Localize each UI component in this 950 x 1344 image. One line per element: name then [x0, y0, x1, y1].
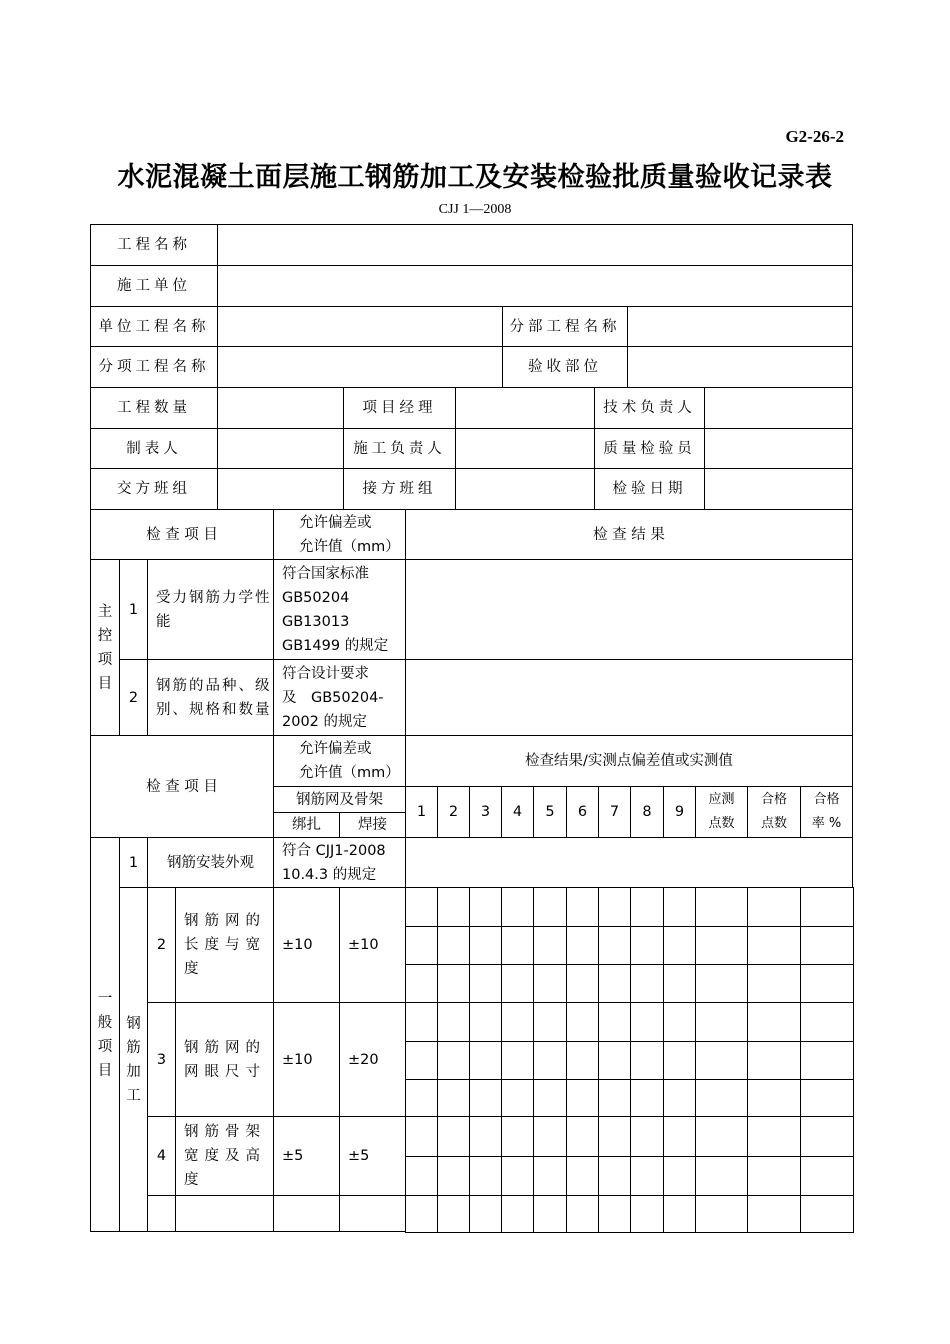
measure-cell[interactable]	[630, 964, 664, 1003]
division-project-label: 分部工程名称	[502, 306, 628, 347]
measure-cell[interactable]	[437, 1156, 470, 1196]
measure-cell[interactable]	[630, 1002, 664, 1042]
measure-cell[interactable]	[501, 926, 534, 965]
quality-inspector-field[interactable]	[704, 428, 853, 469]
general-row-1-item: 钢筋安装外观	[147, 837, 274, 888]
main-control-category: 主 控 项 目	[90, 559, 120, 736]
measure-cell[interactable]	[663, 1195, 696, 1233]
point-number: 9	[663, 786, 696, 838]
measure-cell[interactable]	[800, 1116, 854, 1157]
col-pass-rate: 合格 率 %	[800, 786, 853, 838]
measure-cell[interactable]	[630, 1079, 664, 1117]
main-row-1-item: 受力钢筋力学性能	[147, 559, 274, 660]
project-manager-label: 项目经理	[343, 387, 456, 429]
measure-cell[interactable]	[695, 1041, 748, 1080]
measure-cell[interactable]	[533, 1116, 567, 1157]
measure-cell[interactable]	[800, 887, 854, 927]
measure-cell[interactable]	[663, 1041, 696, 1080]
measure-cell[interactable]	[747, 1041, 801, 1080]
measure-cell[interactable]	[800, 1195, 854, 1233]
project-name-field[interactable]	[217, 224, 853, 266]
measure-cell[interactable]	[800, 964, 854, 1003]
subheader-weld: 焊接	[339, 812, 406, 838]
measure-cell[interactable]	[663, 1079, 696, 1117]
standard-code: CJJ 1—2008	[438, 202, 512, 217]
measure-cell[interactable]	[695, 1079, 748, 1117]
main-row-2-tolerance: 符合设计要求 及 GB50204- 2002 的规定	[273, 659, 406, 736]
measure-cell[interactable]	[598, 964, 631, 1003]
general-row-4-item: 钢筋骨架宽度及高度	[175, 1116, 274, 1196]
measure-cell[interactable]	[437, 926, 470, 965]
measure-cell[interactable]	[747, 1079, 801, 1117]
measure-cell[interactable]	[598, 926, 631, 965]
empty-row-weld[interactable]	[339, 1195, 406, 1232]
measure-cell[interactable]	[533, 1079, 567, 1117]
general-row-3-item: 钢筋网的网眼尺寸	[175, 1002, 274, 1117]
measure-cell[interactable]	[800, 1156, 854, 1196]
tech-lead-label: 技术负责人	[594, 387, 705, 429]
measure-cell[interactable]	[469, 926, 502, 965]
general-row-2-no: 2	[147, 887, 176, 1003]
general-subcategory: 钢 筋 加 工	[119, 887, 148, 1232]
measure-cell[interactable]	[598, 1195, 631, 1233]
measure-cell[interactable]	[747, 887, 801, 927]
measure-cell[interactable]	[437, 1079, 470, 1117]
construction-lead-field[interactable]	[455, 428, 595, 469]
measure-cell[interactable]	[800, 1041, 854, 1080]
measure-cell[interactable]	[469, 1156, 502, 1196]
measure-cell[interactable]	[405, 1195, 438, 1233]
measure-cell[interactable]	[405, 1041, 438, 1080]
inspection-part-label: 验收部位	[502, 346, 628, 388]
main-header-tolerance: 允许偏差或 允许值（mm）	[273, 509, 406, 560]
main-row-2-item: 钢筋的品种、级别、规格和数量	[147, 659, 274, 736]
subitem-project-field[interactable]	[217, 346, 503, 388]
main-row-1-tolerance: 符合国家标准 GB50204 GB13013 GB1499 的规定	[273, 559, 406, 660]
measure-cell[interactable]	[437, 964, 470, 1003]
measure-cell[interactable]	[501, 1156, 534, 1196]
measure-cell[interactable]	[533, 1195, 567, 1233]
general-row-2-bind: ±10	[273, 887, 340, 1003]
general-row-1-result[interactable]	[405, 837, 853, 888]
general-category: 一 般 项 目	[90, 837, 120, 1232]
measure-cell[interactable]	[663, 964, 696, 1003]
general-row-1-tolerance: 符合 CJJ1-2008 10.4.3 的规定	[273, 837, 406, 888]
measure-cell[interactable]	[747, 964, 801, 1003]
unit-project-field[interactable]	[217, 306, 503, 347]
main-row-1-no: 1	[119, 559, 148, 660]
measure-cell[interactable]	[501, 1002, 534, 1042]
measure-cell[interactable]	[598, 887, 631, 927]
measure-cell[interactable]	[566, 1041, 599, 1080]
general-row-4-bind: ±5	[273, 1116, 340, 1196]
point-number: 7	[598, 786, 631, 838]
measure-cell[interactable]	[533, 964, 567, 1003]
measure-cell[interactable]	[566, 1195, 599, 1233]
quantity-label: 工程数量	[90, 387, 218, 429]
measure-cell[interactable]	[747, 926, 801, 965]
inspection-date-label: 检验日期	[594, 468, 705, 510]
measure-cell[interactable]	[469, 1195, 502, 1233]
general-header-item: 检 查 项 目	[90, 735, 274, 838]
measure-cell[interactable]	[501, 887, 534, 927]
general-row-3-weld: ±20	[339, 1002, 406, 1117]
measure-cell[interactable]	[405, 964, 438, 1003]
measure-cell[interactable]	[663, 887, 696, 927]
general-row-2-item: 钢筋网的长度与宽度	[175, 887, 274, 1003]
main-row-2-result[interactable]	[405, 659, 853, 736]
measure-cell[interactable]	[566, 1079, 599, 1117]
measure-cell[interactable]	[695, 1195, 748, 1233]
measure-cell[interactable]	[695, 1002, 748, 1042]
measure-cell[interactable]	[437, 1041, 470, 1080]
measure-cell[interactable]	[566, 1116, 599, 1157]
measure-cell[interactable]	[747, 1156, 801, 1196]
measure-cell[interactable]	[405, 887, 438, 927]
measure-cell[interactable]	[501, 1195, 534, 1233]
construction-unit-field[interactable]	[217, 265, 853, 307]
measure-cell[interactable]	[533, 1156, 567, 1196]
measure-cell[interactable]	[437, 1116, 470, 1157]
measure-cell[interactable]	[533, 1002, 567, 1042]
measure-cell[interactable]	[501, 1079, 534, 1117]
unit-project-label: 单位工程名称	[90, 306, 218, 347]
col-pass-count: 合格 点数	[747, 786, 801, 838]
measure-cell[interactable]	[663, 926, 696, 965]
general-row-3-bind: ±10	[273, 1002, 340, 1117]
measure-cell[interactable]	[533, 1041, 567, 1080]
general-header-tolerance: 允许偏差或 允许值（mm）	[273, 735, 406, 787]
point-number: 6	[566, 786, 599, 838]
measure-cell[interactable]	[598, 1041, 631, 1080]
preparer-label: 制表人	[90, 428, 218, 469]
empty-row-bind[interactable]	[273, 1195, 340, 1232]
measure-cell[interactable]	[747, 1195, 801, 1233]
point-number: 3	[469, 786, 502, 838]
measure-cell[interactable]	[405, 1079, 438, 1117]
handover-team-field[interactable]	[217, 468, 344, 510]
measure-cell[interactable]	[800, 1002, 854, 1042]
measure-cell[interactable]	[469, 964, 502, 1003]
point-number: 5	[533, 786, 567, 838]
measure-cell[interactable]	[800, 926, 854, 965]
measure-cell[interactable]	[566, 964, 599, 1003]
receiving-team-label: 接方班组	[343, 468, 456, 510]
subheader-bind: 绑扎	[273, 812, 340, 838]
measure-cell[interactable]	[630, 1156, 664, 1196]
empty-row-item[interactable]	[175, 1195, 274, 1232]
measure-cell[interactable]	[437, 887, 470, 927]
measure-cell[interactable]	[695, 964, 748, 1003]
general-row-3-no: 3	[147, 1002, 176, 1117]
measure-cell[interactable]	[630, 1195, 664, 1233]
project-name-label: 工程名称	[90, 224, 218, 266]
measure-cell[interactable]	[405, 1156, 438, 1196]
measure-cell[interactable]	[405, 1002, 438, 1042]
measure-cell[interactable]	[630, 887, 664, 927]
measure-cell[interactable]	[469, 1116, 502, 1157]
general-row-4-no: 4	[147, 1116, 176, 1196]
measure-cell[interactable]	[663, 1002, 696, 1042]
measure-cell[interactable]	[630, 926, 664, 965]
measure-cell[interactable]	[469, 1002, 502, 1042]
handover-team-label: 交方班组	[90, 468, 218, 510]
construction-lead-label: 施工负责人	[343, 428, 456, 469]
measure-cell[interactable]	[501, 964, 534, 1003]
measure-cell[interactable]	[630, 1116, 664, 1157]
page-title: 水泥混凝土面层施工钢筋加工及安装检验批质量验收记录表	[117, 162, 833, 193]
measure-cell[interactable]	[501, 1041, 534, 1080]
measure-cell[interactable]	[533, 887, 567, 927]
main-row-2-no: 2	[119, 659, 148, 736]
point-number: 1	[405, 786, 438, 838]
measure-cell[interactable]	[469, 1041, 502, 1080]
measure-cell[interactable]	[695, 926, 748, 965]
measure-cell[interactable]	[663, 1156, 696, 1196]
measure-cell[interactable]	[695, 887, 748, 927]
measure-cell[interactable]	[566, 1002, 599, 1042]
point-number: 8	[630, 786, 664, 838]
measure-cell[interactable]	[598, 1002, 631, 1042]
division-project-field[interactable]	[627, 306, 853, 347]
quantity-field[interactable]	[217, 387, 344, 429]
quality-inspector-label: 质量检验员	[594, 428, 705, 469]
general-header-result: 检查结果/实测点偏差值或实测值	[405, 735, 853, 787]
measure-cell[interactable]	[598, 1116, 631, 1157]
measure-cell[interactable]	[405, 1116, 438, 1157]
measure-cell[interactable]	[747, 1116, 801, 1157]
inspection-part-field[interactable]	[627, 346, 853, 388]
receiving-team-field[interactable]	[455, 468, 595, 510]
measure-cell[interactable]	[695, 1116, 748, 1157]
main-header-result: 检 查 结 果	[405, 509, 853, 560]
measure-cell[interactable]	[469, 1079, 502, 1117]
measure-cell[interactable]	[437, 1195, 470, 1233]
measure-cell[interactable]	[566, 887, 599, 927]
measure-cell[interactable]	[566, 926, 599, 965]
construction-unit-label: 施工单位	[90, 265, 218, 307]
form-code: G2-26-2	[785, 127, 844, 146]
measure-cell[interactable]	[405, 926, 438, 965]
measure-cell[interactable]	[469, 887, 502, 927]
point-number: 2	[437, 786, 470, 838]
tech-lead-field[interactable]	[704, 387, 853, 429]
measure-cell[interactable]	[437, 1002, 470, 1042]
measure-cell[interactable]	[533, 926, 567, 965]
col-should-measure: 应测 点数	[695, 786, 748, 838]
measure-cell[interactable]	[566, 1156, 599, 1196]
preparer-field[interactable]	[217, 428, 344, 469]
subheader-frame: 钢筋网及骨架	[273, 786, 406, 813]
measure-cell[interactable]	[630, 1041, 664, 1080]
project-manager-field[interactable]	[455, 387, 595, 429]
general-row-1-no: 1	[119, 837, 148, 888]
measure-cell[interactable]	[800, 1079, 854, 1117]
point-number: 4	[501, 786, 534, 838]
measure-cell[interactable]	[598, 1156, 631, 1196]
measure-cell[interactable]	[598, 1079, 631, 1117]
inspection-date-field[interactable]	[704, 468, 853, 510]
measure-cell[interactable]	[501, 1116, 534, 1157]
measure-cell[interactable]	[663, 1116, 696, 1157]
measure-cell[interactable]	[747, 1002, 801, 1042]
general-row-2-weld: ±10	[339, 887, 406, 1003]
main-row-1-result[interactable]	[405, 559, 853, 660]
measure-cell[interactable]	[695, 1156, 748, 1196]
subitem-project-label: 分项工程名称	[90, 346, 218, 388]
main-header-item: 检 查 项 目	[90, 509, 274, 560]
general-row-4-weld: ±5	[339, 1116, 406, 1196]
empty-row-no[interactable]	[147, 1195, 176, 1232]
